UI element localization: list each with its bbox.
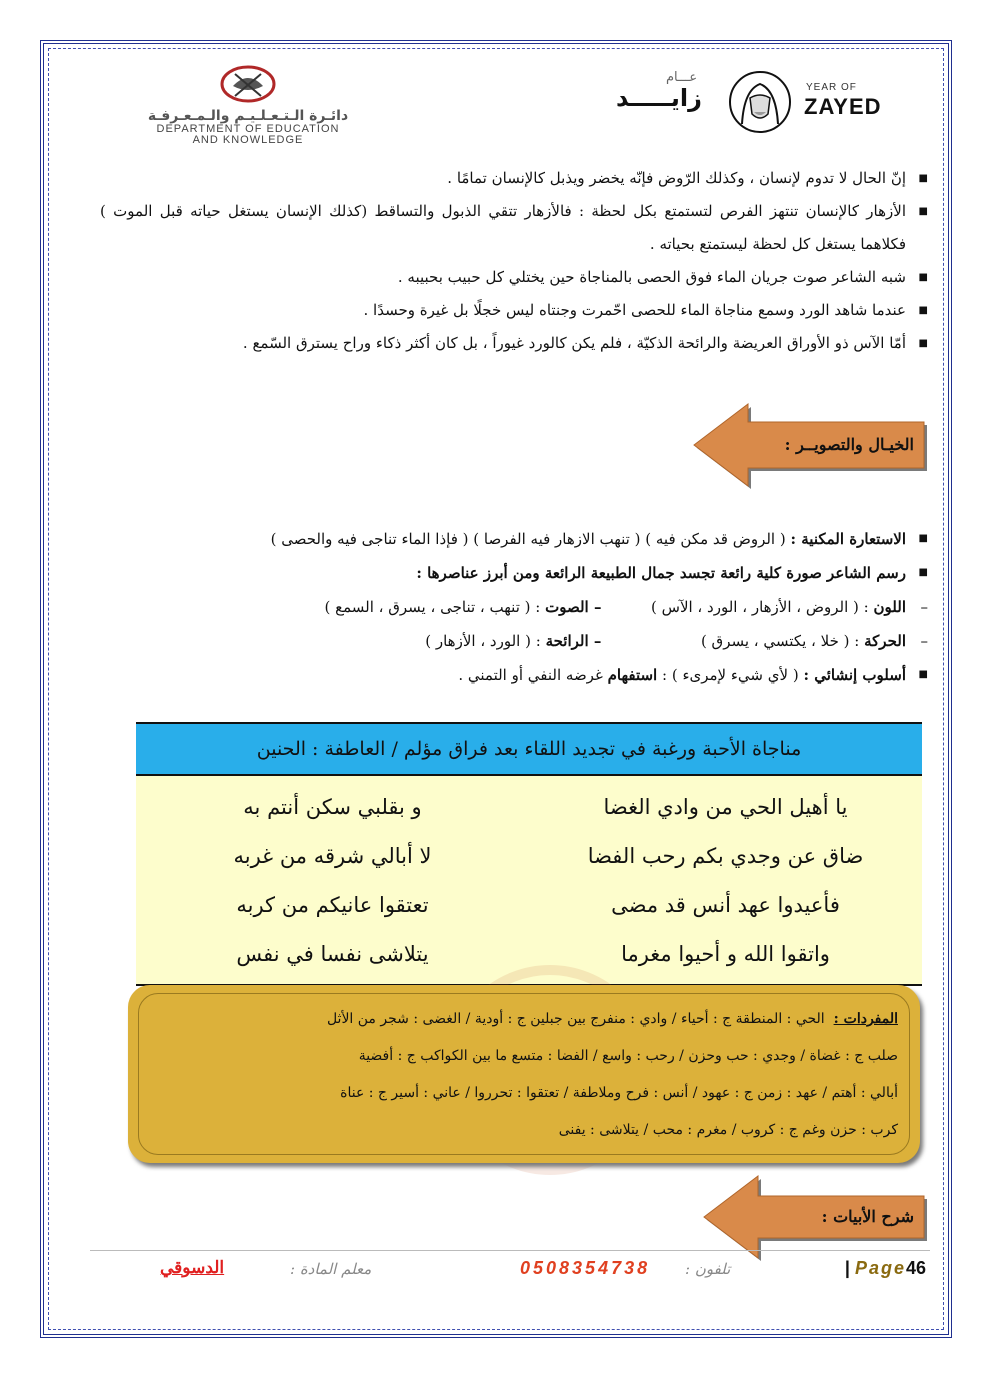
department-logo: [88, 64, 408, 146]
metaphor-row: [100, 522, 930, 556]
smell-label: – الرائحة: [545, 632, 602, 650]
teacher-name: الدسوقي: [160, 1258, 225, 1278]
falcon-emblem-icon: [213, 64, 283, 104]
motion-text: : ( خلا ، يكتسي ، يسرق ): [700, 632, 860, 650]
imagery-section: [100, 522, 930, 692]
verse-second-half: تعتقوا عانيكم من كربه: [236, 892, 429, 917]
verse-first-half: ضاق عن وجدي بكم رحب الفضا: [587, 843, 864, 868]
sound-text: : ( تنهب ، تناجى ، يسرق ، السمع ): [324, 598, 541, 616]
vocab-line: [158, 1001, 898, 1038]
year-of-label: YEAR OF: [806, 82, 857, 93]
page-footer: [150, 1258, 926, 1284]
department-name-ar: دائـرة الـتـعـلـيـم والـمـعـرفـة: [147, 108, 349, 124]
verse-first-half: واتقوا الله و أحيوا مغرما: [621, 941, 830, 966]
phone-number: 0508354738: [520, 1258, 651, 1278]
metaphor-text: ( الروض قد مكن فيه ) ( تنهب الازهار فيه الفرصا ) ( فإذا الماء تناجى فيه والحصى ): [270, 530, 786, 548]
smell-text: : ( الورد ، الأزهار ): [425, 632, 541, 650]
department-name-en-2: AND KNOWLEDGE: [192, 134, 304, 146]
poem-body: [136, 776, 922, 986]
style-label: أسلوب إنشائي :: [803, 666, 906, 684]
year-of-zayed-logo: [616, 70, 886, 140]
style-text-1: ( لأي شيء لإمرىء ) :: [662, 666, 799, 684]
year-word-ar: عـــام: [666, 70, 698, 85]
verse-first-half: يا أهيل الحي من وادي الغضا: [603, 794, 848, 819]
color-sound-row: [100, 590, 930, 624]
section-heading-imagery: [690, 400, 930, 490]
motion-label: الحركة: [864, 632, 906, 650]
style-bold: استفهام: [607, 666, 658, 684]
page-header: [60, 60, 932, 146]
vocabulary-box: [128, 985, 920, 1163]
phone-label: تلفون :: [685, 1260, 731, 1278]
metaphor-label: الاستعارة المكنية :: [790, 530, 906, 548]
vocab-line: أبالي : أهتم / عهد : زمن ج : عهود / أنس : فرح وملاطفة / تعتقوا : تحرروا / عاني : أسير ج : عناة: [340, 1085, 898, 1101]
style-text-2: غرضه النفي أو التمني .: [458, 666, 603, 684]
summary-bullets: [100, 162, 930, 360]
vocab-line-text: الحي : المنطقة ج : أحياء / وادي : منفرج بين جبلين ج : أودية / الغضى : شجر من الأثل: [326, 1011, 825, 1027]
section-title: الخيـال والتصويــر :: [784, 435, 914, 454]
list-item: ■ شبه الشاعر صوت جريان الماء فوق الحصى بالمناجاة حين يختلي كل حبيب بحبيبه .: [100, 261, 930, 294]
department-name-en-1: DEPARTMENT OF EDUCATION: [156, 123, 340, 135]
style-row: [100, 658, 930, 692]
verse-second-half: يتلاشى نفسا في نفس: [236, 941, 429, 966]
page-number: 46: [905, 1258, 926, 1278]
verse-second-half: و بقلبي سكن أنتم به: [243, 794, 422, 819]
list-item: ■ عندما شاهد الورد وسمع مناجاة الماء للحصى احّمرت وجنتاه ليس خجلًا بل غيرة وحسدًا .: [100, 294, 930, 327]
vocab-label: المفردات :: [833, 1011, 898, 1027]
poem-table: [136, 722, 922, 986]
list-item: ■ الأزهار كالإنسان تنتهز الفرص لتستمتع بكل لحظة : فالأزهار تتقي الذبول والتساقط (كذلك الإنسان يستغل حياته قبل الموت ) فكلاهما يستغل كل لحظة ليستمتع بحياته .: [100, 195, 930, 261]
color-label: اللون: [873, 598, 906, 616]
verse-second-half: لا أبالي شرقه من غربه: [233, 843, 432, 868]
zayed-name-ar: زايـــــد: [616, 84, 702, 112]
poem-verse: [136, 782, 922, 831]
color-text: : ( الروض ، الأزهار ، الورد ، الآس ): [651, 598, 869, 616]
vocabulary-text: [158, 1001, 898, 1149]
zayed-name-en: ZAYED: [804, 94, 882, 119]
list-item: ■ إنّ الحال لا تدوم لإنسان ، وكذلك الرّوض فإنّه يخضر ويذبل كالإنسان تمامًا .: [100, 162, 930, 195]
page-number-block: | Page46: [844, 1258, 926, 1278]
portrait-heading-row: [100, 556, 930, 590]
vocab-line: صلب ج : غضاة / وجدي : حب وحزن / رحب : واسع / الفضا : متسع ما بين الكواكب ج : أفضية: [358, 1048, 898, 1064]
teacher-label: معلم المادة :: [290, 1260, 372, 1278]
motion-smell-row: [100, 624, 930, 658]
page-word: Page: [854, 1258, 906, 1278]
section-heading-explanation: [700, 1172, 930, 1262]
portrait-heading: رسم الشاعر صورة كلية رائعة تجسد جمال الطبيعة الرائعة ومن أبرز عناصرها :: [416, 564, 906, 582]
poem-verse: [136, 831, 922, 880]
footer-divider: [90, 1250, 930, 1251]
poem-verse: [136, 880, 922, 929]
section-title: شرح الأبيات :: [821, 1207, 914, 1226]
list-item: ■ أمّا الآس ذو الأوراق العريضة والرائحة الذكيّة ، فلم يكن كالورد غيوراً ، بل كان أكثر ذكاء وراح يسترق السّمع .: [100, 327, 930, 360]
verse-first-half: فأعيدوا عهد أنس قد مضى: [611, 892, 840, 917]
zayed-portrait-icon: [728, 70, 792, 134]
vocab-line: كرب : حزن وغم ج : كروب / مغرم : محب / يتلاشى : يفنى: [558, 1122, 898, 1138]
poem-title: مناجاة الأحبة ورغبة في تجديد اللقاء بعد فراق مؤلم / العاطفة : الحنين: [136, 722, 922, 776]
sound-label: – الصوت: [545, 598, 602, 616]
